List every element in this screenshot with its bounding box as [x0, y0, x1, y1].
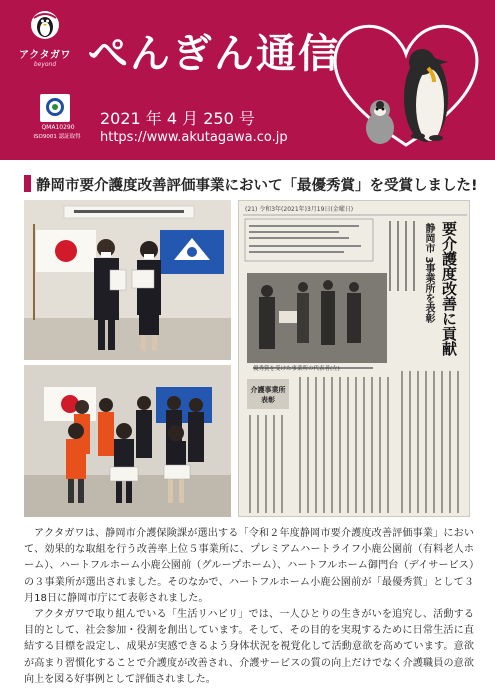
logo-wordmark: アクタガワ	[19, 50, 71, 61]
article-body	[24, 526, 474, 688]
logo-tagline: beyond	[33, 61, 57, 68]
iso-id: QMA10290	[41, 124, 75, 131]
penguin-heart-illustration	[322, 10, 490, 155]
body-paragraph-2: アクタガワで取り組んでいる「生活リハビリ」では、一人ひとりの生きがいを追究し、活動する目的として、社会参加・役割を創出しています。そして、その目的を実現するために日常生活に直結する目標を設定し、成果が実感できるよう身体状況を視覚化して活動意欲を高めています。意欲が高まり習慣化することで介護度が改善され、介護サービスの質の向上だけでなく介護職員の意欲向上を図る好事例として評価されました。	[24, 609, 474, 685]
iso-certification: ISO9001 認証取得	[33, 134, 81, 140]
newspaper-headline-main: 要介護度改善に貢献	[440, 221, 458, 356]
headline-accent-bar	[24, 175, 31, 192]
body-paragraph-1: アクタガワは、静岡市介護保険課が選出する「令和２年度静岡市要介護度改善評価事業」において、効果的な取組を行う改善率上位５事業所に、プレミアムハートライフ小鹿公園前（有料老人ホーム）、ハートフルホーム小鹿公園前（グループホーム）、ハートフルホーム御門台（デイサービス）の３事業所が選出されました。そのなかで、ハートフルホーム小鹿公園前が「最優秀賞」として３月18日に静岡市庁にて表彰されました。	[24, 528, 474, 604]
company-logo[interactable]	[10, 10, 80, 68]
headline-text: 静岡市要介護度改善評価事業において「最優秀賞」を受賞しました!	[36, 178, 478, 194]
staff-group-photo	[24, 365, 231, 517]
header-banner	[0, 0, 495, 160]
newspaper-masthead: (21) 令和3年(2021年)3月19日(金曜日)	[245, 206, 354, 213]
issue-number: 2021 年 4 月 250 号	[100, 109, 255, 128]
award-ceremony-photo	[24, 200, 231, 360]
penguin-logo-icon	[30, 10, 60, 40]
article-headline	[24, 172, 478, 196]
newspaper-side-heading: 介護事業所表彰	[250, 386, 286, 404]
newspaper-clipping	[238, 200, 470, 517]
newspaper-photo-caption: 優秀賞を受けた事業所の代表者(左)	[253, 366, 340, 372]
newspaper-headline-sub: 静岡市 3事業所を表彰	[423, 223, 434, 324]
newsletter-title: ぺんぎん通信	[88, 31, 340, 77]
website-link[interactable]: https://www.akutagawa.co.jp	[100, 130, 288, 145]
iso-badge-icon	[40, 94, 70, 122]
